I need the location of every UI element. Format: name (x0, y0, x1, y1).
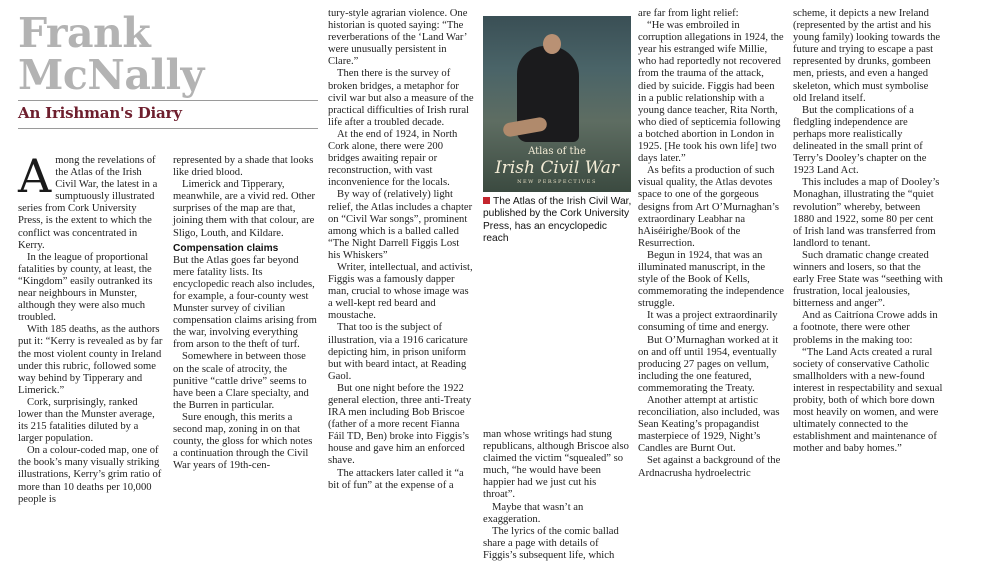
paragraph: It was a project extraordinarily consuming of time and energy. (638, 310, 778, 334)
header-rule-top (18, 100, 318, 101)
caption-text: The Atlas of the Irish Civil War, published by the Cork University Press, has an encyclopedic reach (483, 196, 632, 244)
paragraph: That too is the subject of illustration, via a 1916 caricature depicting him, in prison uniform but with beard intact, at Reading Gaol. (328, 322, 468, 382)
article-column-4 (483, 429, 629, 561)
paragraph: “He was embroiled in corruption allegations in 1924, the year his estranged wife Millie, who had reportedly not recovered from the trauma of the attack, died by suicide. Figgis had been in a public relationship with a young dance teacher, Rita North, who died of septicemia following a botched abortion in London in 1925. [He took his own life] two days later.” (638, 20, 784, 165)
paragraph: Somewhere in between those on the scale of atrocity, the punitive “cattle drive” seems to have been a Clare specialty, and the Burren in particular. (173, 351, 309, 411)
paragraph: Writer, intellectual, and activist, Figgis was a famously dapper man, crucial to whose image was a well-kept red beard and moustache. (328, 261, 473, 322)
columnist-name (18, 9, 204, 99)
paragraph: Limerick and Tipperary, meanwhile, are a vivid red. Other surprises of the map are that, joining them with that colour, are Sligo, Louth, and Kildare. (173, 179, 316, 239)
paragraph: In the league of proportional fatalities by county, at least, the “Kingdom” easily outranked its near neighbours in Munster, although they were also much troubled. (18, 251, 153, 324)
subheading: Compensation claims (173, 242, 279, 254)
paragraph: Set against a background of the Ardnacrusha hydroelectric (638, 455, 781, 479)
paragraph: Such dramatic change created winners and losers, so that the early Free State was “seething with frustration, local jealousies, bitterness and anger”. (793, 249, 943, 310)
book-cover-image (483, 16, 631, 192)
paragraph: scheme, it depicts a new Ireland (represented by the artist and his young family) looking towards the future and trying to escape a past represented by drunks, gombeen men, priests, and even a hanged skeleton, which must symbolise old Ireland itself. (793, 8, 941, 104)
article-column-6 (793, 8, 943, 527)
paragraph: But one night before the 1922 general election, three anti-Treaty IRA men including Bob Briscoe (father of a more recent Fianna Fáil TD, Ben) broke into Figgis’s house and gave him an enforced shave. (328, 382, 472, 467)
paragraph: The lyrics of the comic ballad share a page with details of Figgis’s subsequent life, which (483, 525, 619, 561)
paragraph: By way of (relatively) light relief, the Atlas includes a chapter on “Civil War songs”, prominent among which is a balled called “The Night Darrell Figgis Lost his Whiskers” (328, 189, 473, 261)
paragraph: represented by a shade that looks like dried blood. (173, 155, 314, 179)
caption-marker (483, 197, 490, 204)
paragraph (18, 149, 164, 252)
drop-cap: A (18, 149, 52, 203)
cover-figure-head (543, 34, 561, 54)
paragraph: But O’Murnaghan worked at it on and off until 1954, eventually producing 27 pages on vellum, including the one featured, commemorating the Treaty. (638, 334, 779, 394)
name-last: McNally (18, 51, 204, 99)
paragraph: At the end of 1924, in North Cork alone, there were 200 bridges awaiting repair or reconstruction, with vast inconvenience for the locals. (328, 128, 458, 189)
paragraph: But the Atlas goes far beyond mere fatality lists. Its encyclopedic reach also includes, for example, a four-county west Munster survey of civilian compensation claims arising from the war, involving everything from arson to the theft of turf. (173, 254, 317, 351)
article-column-2 (173, 155, 319, 527)
paragraph: Then there is the survey of broken bridges, a metaphor for civil war but also a measure of the practical difficulties of Irish rural life after a troubled decade. (328, 68, 474, 128)
paragraph: “The Land Acts created a rural society of conservative Catholic smallholders with a new-found interest in respectability and sexual probity, both of which bore down most heavily on women, and were ultimately connected to the establishment and maintenance of mother and baby homes.” (793, 346, 943, 455)
article-column-1 (18, 149, 164, 527)
paragraph: The attackers later called it “a bit of fun” at the expense of a (328, 467, 464, 491)
paragraph: Another attempt at artistic reconciliation, also included, was Sean Keating’s propagandist masterpiece of 1929, Night’s Candles are Burnt Out. (638, 395, 780, 455)
cover-title-line1: Atlas of the (528, 146, 586, 157)
article-column-5 (638, 8, 784, 527)
column-title: An Irishman's Diary (18, 104, 182, 122)
image-caption (483, 196, 633, 245)
header-rule-bottom (18, 128, 318, 129)
paragraph: But the complications of a fledgling independence are perhaps more realistically delineated in the small print of Terry’s Dooley’s chapter on the 1923 Land Act. (793, 104, 927, 177)
cover-subtitle: NEW PERSPECTIVES (517, 179, 597, 185)
cover-title-line2: Irish Civil War (495, 158, 619, 178)
article-column-3 (328, 8, 474, 527)
paragraph: Maybe that wasn’t an exaggeration. (483, 501, 584, 525)
paragraph: are far from light relief: (638, 8, 739, 19)
name-first: Frank (18, 9, 151, 57)
paragraph: man whose writings had stung republicans, although Briscoe also claimed the victim “squealed” so much, “he would have been happier had we just cut his throat”. (483, 429, 629, 501)
paragraph: tury-style agrarian violence. One historian is quoted saying: “The reverberations of the ‘Land War’ were unusually persistent in Clare.” (328, 8, 468, 68)
paragraph-text: mong the revelations of the Atlas of the Irish Civil War, the latest in a sumptuously illustrated series from Cork University Press, is the extent to which the conflict was concentrated in Kerry. (18, 155, 158, 251)
paragraph: On a colour-coded map, one of the book’s many visually striking illustrations, Kerry’s grim ratio of more than 10 deaths per 10,000 people is (18, 445, 162, 505)
paragraph: This includes a map of Dooley’s Monaghan, illustrating the “quiet revolution” whereby, between 1880 and 1922, some 80 per cent of Irish land was transferred from landlord to tenant. (793, 177, 940, 249)
paragraph: And as Caitríona Crowe adds in a footnote, there were other problems in the making too: (793, 310, 938, 346)
paragraph: Sure enough, this merits a second map, zoning in on that county, the gloss for which notes a continuation through the Civil War years of 19th-cen- (173, 411, 313, 472)
paragraph: As befits a production of such visual quality, the Atlas devotes space to one of the gorgeous designs from Art O’Murnaghan’s extraordinary Leabhar na hAiséirighe/Book of the Resurrection. (638, 165, 779, 249)
paragraph: With 185 deaths, as the authors put it: “Kerry is revealed as by far the most violent county in Ireland under this rubric, followed some way behind by Tipperary and Limerick.” (18, 324, 163, 396)
paragraph: Begun in 1924, that was an illuminated manuscript, in the style of the Book of Kells, commemorating the independence struggle. (638, 249, 784, 310)
paragraph: Cork, surprisingly, ranked lower than the Munster average, its 215 fatalities diluted by a larger population. (18, 396, 155, 445)
